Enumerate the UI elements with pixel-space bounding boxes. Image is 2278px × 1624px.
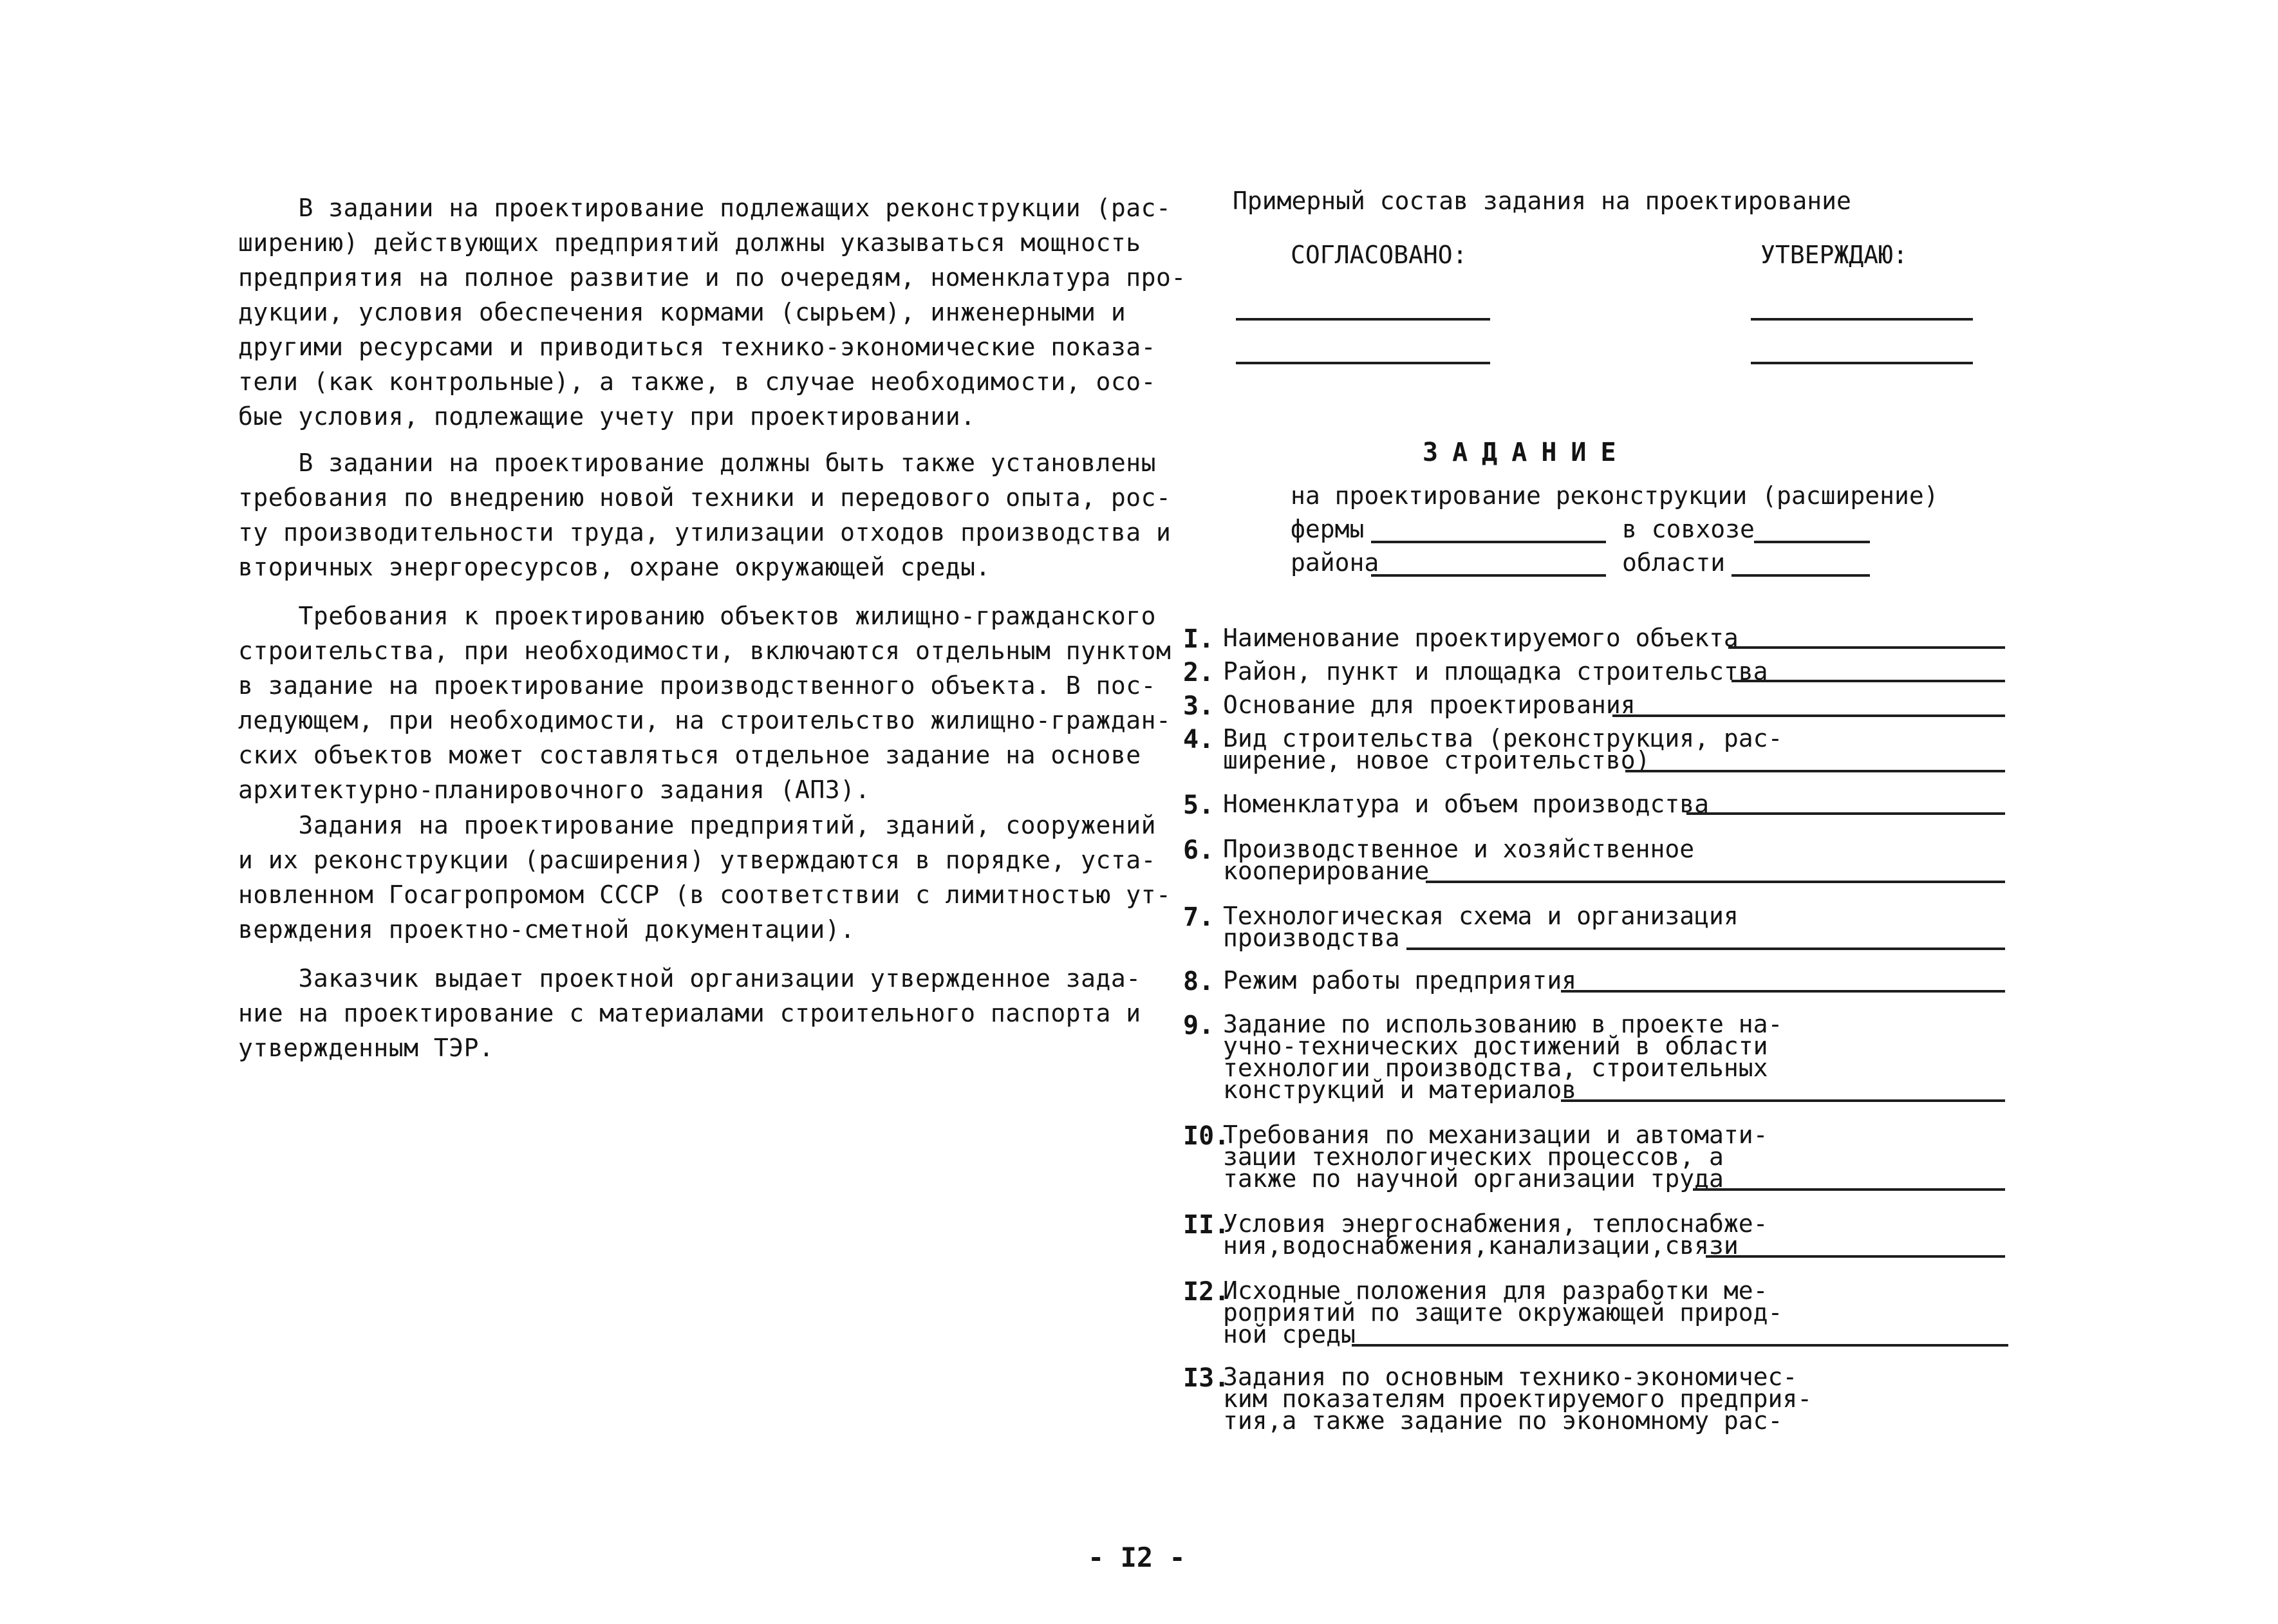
item-text: ширение, новое строительство) xyxy=(1223,746,1650,774)
text-line: строительства, при необходимости, включаются отдельным пунктом xyxy=(238,637,1172,665)
item-text: производства xyxy=(1223,924,1400,952)
item-blank xyxy=(1706,1255,2005,1258)
item-number: 6. xyxy=(1183,835,1215,865)
item-number: I2. xyxy=(1183,1277,1230,1307)
text-line: новленном Госагропромом СССР (в соответствии с лимитностью ут- xyxy=(238,881,1172,909)
sovkhoz-blank xyxy=(1754,541,1870,543)
approve-signature-line-1 xyxy=(1751,318,1973,321)
item-text: технологии производства, строительных xyxy=(1223,1054,1768,1082)
item-text: Исходные положения для разработки ме- xyxy=(1223,1276,1768,1305)
item-text: Производственное и хозяйственное xyxy=(1223,835,1695,863)
agreed-label: СОГЛАСОВАНО: xyxy=(1291,241,1468,269)
item-number: II. xyxy=(1183,1210,1230,1240)
item-text: конструкций и материалов xyxy=(1223,1076,1577,1104)
text-line: В задании на проектирование подлежащих реконструкции (рас- xyxy=(238,194,1172,222)
farm-blank xyxy=(1371,541,1606,543)
district-blank xyxy=(1371,574,1606,577)
item-blank xyxy=(1561,1099,2005,1102)
region-label: области xyxy=(1622,548,1726,577)
item-text: Задание по использованию в проекте на- xyxy=(1223,1010,1783,1038)
item-blank xyxy=(1612,714,2005,717)
item-number: 5. xyxy=(1183,790,1215,820)
item-blank xyxy=(1686,812,2005,815)
approve-label: УТВЕРЖДАЮ: xyxy=(1760,241,1908,269)
text-line: архитектурно-планировочного задания (АПЗ). xyxy=(238,776,870,804)
item-text: ной среды xyxy=(1223,1320,1356,1349)
district-label: района xyxy=(1291,548,1379,577)
item-text: зации технологических процессов, а xyxy=(1223,1143,1724,1171)
document-subtitle: на проектирование реконструкции (расширение) xyxy=(1291,481,1939,510)
item-text: Район, пункт и площадка строительства xyxy=(1223,657,1768,686)
item-blank xyxy=(1426,881,2005,883)
text-line: ледующем, при необходимости, на строительство жилищно-граждан- xyxy=(238,706,1172,734)
item-text: Задания по основным технико-экономичес- xyxy=(1223,1363,1798,1391)
page-number: - I2 - xyxy=(1088,1542,1186,1573)
document-title: ЗАДАНИЕ xyxy=(1423,438,1630,467)
text-line: требования по внедрению новой техники и передового опыта, рос- xyxy=(238,483,1172,512)
agreed-signature-line-2 xyxy=(1236,362,1490,364)
text-line: В задании на проектирование должны быть также установлены xyxy=(238,449,1157,477)
item-blank xyxy=(1406,947,2005,950)
text-line: и их реконструкции (расширения) утверждаются в порядке, уста- xyxy=(238,846,1157,874)
item-text: Режим работы предприятия xyxy=(1223,966,1577,994)
item-number: I0. xyxy=(1183,1121,1230,1151)
text-line: в задание на проектирование производственного объекта. В пос- xyxy=(238,671,1157,700)
item-blank xyxy=(1561,990,2005,993)
item-text: Основание для проектирования xyxy=(1223,691,1636,719)
text-line: дукции, условия обеспечения кормами (сырьем), инженерными и xyxy=(238,298,1126,326)
agreed-signature-line-1 xyxy=(1236,318,1490,321)
item-text: Условия энергоснабжения, теплоснабже- xyxy=(1223,1209,1768,1238)
item-number: 3. xyxy=(1183,691,1215,721)
item-number: I. xyxy=(1183,624,1215,654)
region-blank xyxy=(1732,574,1870,577)
item-text: кооперирование xyxy=(1223,857,1430,885)
item-text: Вид строительства (реконструкция, рас- xyxy=(1223,724,1783,752)
text-line: ских объектов может составляться отдельное задание на основе xyxy=(238,741,1141,769)
approve-signature-line-2 xyxy=(1751,362,1973,364)
text-line: верждения проектно-сметной документации). xyxy=(238,915,855,944)
text-line: ту производительности труда, утилизации отходов производства и xyxy=(238,518,1172,546)
item-number: 4. xyxy=(1183,725,1215,754)
text-line: Задания на проектирование предприятий, зданий, сооружений xyxy=(238,811,1157,839)
item-blank xyxy=(1352,1344,2008,1347)
text-line: ние на проектирование с материалами строительного паспорта и xyxy=(238,999,1141,1027)
item-number: 7. xyxy=(1183,902,1215,932)
text-line: другими ресурсами и приводиться технико-экономические показа- xyxy=(238,333,1157,361)
item-number: 2. xyxy=(1183,658,1215,687)
text-line: Требования к проектированию объектов жилищно-гражданского xyxy=(238,602,1157,630)
text-line: предприятия на полное развитие и по очередям, номенклатура про- xyxy=(238,263,1186,292)
item-text: Требования по механизации и автомати- xyxy=(1223,1121,1768,1149)
item-blank xyxy=(1625,770,2005,772)
text-line: утвержденным ТЭР. xyxy=(238,1034,494,1062)
section-heading: Примерный состав задания на проектирование xyxy=(1233,187,1851,215)
farm-label: фермы xyxy=(1291,515,1365,543)
item-text: Наименование проектируемого объекта xyxy=(1223,624,1739,652)
item-text: учно-технических достижений в области xyxy=(1223,1032,1768,1060)
item-text: ким показателям проектируемого предприя- xyxy=(1223,1385,1813,1413)
item-blank xyxy=(1732,680,2005,682)
text-line: Заказчик выдает проектной организации утвержденное зада- xyxy=(238,964,1141,993)
text-line: бые условия, подлежащие учету при проектировании. xyxy=(238,402,976,431)
item-number: I3. xyxy=(1183,1363,1230,1393)
item-text: тия,а также задание по экономному рас- xyxy=(1223,1406,1783,1435)
sovkhoz-label: в совхозе xyxy=(1622,515,1755,543)
item-text: Технологическая схема и организация xyxy=(1223,902,1739,930)
item-text: также по научной организации труда xyxy=(1223,1164,1724,1193)
item-number: 9. xyxy=(1183,1011,1215,1040)
item-blank xyxy=(1728,646,2005,649)
item-number: 8. xyxy=(1183,967,1215,996)
text-line: тели (как контрольные), а также, в случае необходимости, осо- xyxy=(238,368,1157,396)
text-line: вторичных энергоресурсов, охране окружающей среды. xyxy=(238,553,991,581)
item-text: Номенклатура и объем производства xyxy=(1223,790,1709,818)
text-line: ширению) действующих предприятий должны указываться мощность xyxy=(238,229,1141,257)
item-text: ния,водоснабжения,канализации,связи xyxy=(1223,1231,1739,1260)
item-text: роприятий по защите окружающей природ- xyxy=(1223,1298,1783,1327)
item-blank xyxy=(1693,1188,2005,1191)
